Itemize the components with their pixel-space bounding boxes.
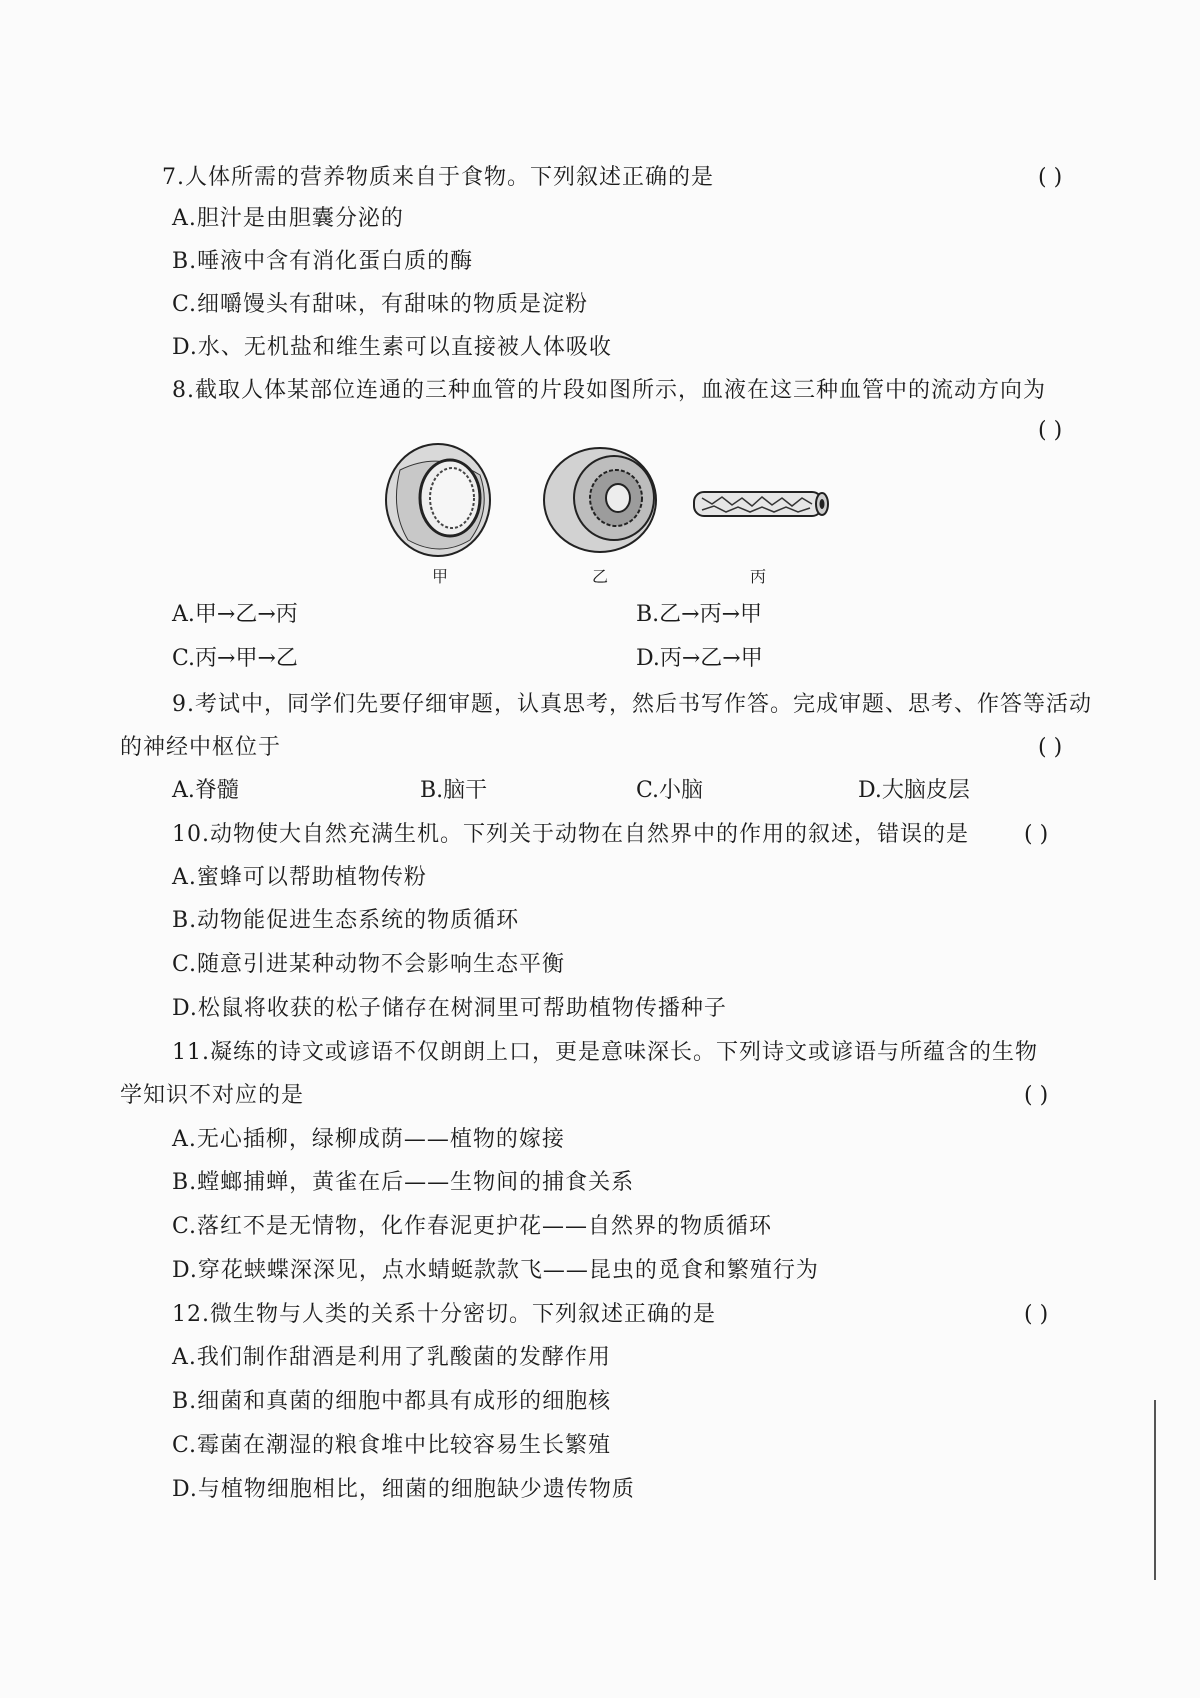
vessel-jia-label: 甲	[432, 567, 449, 586]
q7-option-a: A.胆汁是由胆囊分泌的	[172, 206, 404, 231]
q12-stem: 12.微生物与人类的关系十分密切。下列叙述正确的是	[172, 1302, 716, 1327]
q12-option-c: C.霉菌在潮湿的粮食堆中比较容易生长繁殖	[172, 1433, 612, 1458]
q12-option-b: B.细菌和真菌的细胞中都具有成形的细胞核	[172, 1389, 612, 1414]
q11-answer-paren: ( )	[1024, 1083, 1049, 1108]
q12-option-d: D.与植物细胞相比，细菌的细胞缺少遗传物质	[172, 1477, 635, 1502]
q11-stem-line1: 11.凝练的诗文或谚语不仅朗朗上口，更是意味深长。下列诗文或谚语与所蕴含的生物	[172, 1040, 1038, 1065]
q8-stem: 8.截取人体某部位连通的三种血管的片段如图所示，血液在这三种血管中的流动方向为	[172, 378, 1046, 403]
q9-option-c: C.小脑	[636, 778, 704, 803]
q12-option-a: A.我们制作甜酒是利用了乳酸菌的发酵作用	[172, 1345, 611, 1370]
page-edge-line	[1154, 1400, 1156, 1580]
q8-option-c: C.丙→甲→乙	[172, 646, 298, 671]
q7-stem: 7.人体所需的营养物质来自于食物。下列叙述正确的是	[162, 165, 714, 190]
vessel-yi-label: 乙	[592, 567, 609, 586]
q10-option-c: C.随意引进某种动物不会影响生态平衡	[172, 952, 566, 977]
q9-option-a: A.脊髓	[172, 778, 239, 803]
q11-option-b: B.螳螂捕蝉，黄雀在后——生物间的捕食关系	[172, 1170, 635, 1195]
q9-option-b: B.脑干	[420, 778, 488, 803]
q7-option-d: D.水、无机盐和维生素可以直接被人体吸收	[172, 335, 612, 360]
q10-option-b: B.动物能促进生态系统的物质循环	[172, 908, 520, 933]
q10-option-d: D.松鼠将收获的松子储存在树洞里可帮助植物传播种子	[172, 996, 727, 1021]
q8-option-d: D.丙→乙→甲	[636, 646, 763, 671]
q11-option-d: D.穿花蛱蝶深深见，点水蜻蜓款款飞——昆虫的觅食和繁殖行为	[172, 1258, 819, 1283]
q12-answer-paren: ( )	[1024, 1302, 1049, 1327]
q8-option-b: B.乙→丙→甲	[636, 602, 763, 627]
vessel-bing-label: 丙	[750, 567, 767, 586]
vessel-bing-figure	[692, 488, 832, 520]
vessel-yi-figure	[540, 444, 666, 556]
q9-option-d: D.大脑皮层	[858, 778, 970, 803]
q7-option-b: B.唾液中含有消化蛋白质的酶	[172, 249, 474, 274]
q11-option-a: A.无心插柳，绿柳成荫——植物的嫁接	[172, 1127, 565, 1152]
q10-stem: 10.动物使大自然充满生机。下列关于动物在自然界中的作用的叙述，错误的是	[172, 822, 969, 847]
q10-option-a: A.蜜蜂可以帮助植物传粉	[172, 865, 427, 890]
q7-answer-paren: ( )	[1038, 165, 1063, 190]
vessel-jia-figure	[380, 440, 500, 560]
q10-answer-paren: ( )	[1024, 822, 1049, 847]
q8-option-a: A.甲→乙→丙	[172, 602, 298, 627]
q11-option-c: C.落红不是无情物，化作春泥更护花——自然界的物质循环	[172, 1214, 773, 1239]
q9-answer-paren: ( )	[1038, 735, 1063, 760]
q8-answer-paren: ( )	[1038, 418, 1063, 443]
q9-stem-line1: 9.考试中，同学们先要仔细审题，认真思考，然后书写作答。完成审题、思考、作答等活动	[172, 692, 1092, 717]
q11-stem-line2: 学知识不对应的是	[120, 1083, 305, 1108]
q9-stem-line2: 的神经中枢位于	[120, 735, 282, 760]
q7-option-c: C.细嚼馒头有甜味，有甜味的物质是淀粉	[172, 292, 589, 317]
